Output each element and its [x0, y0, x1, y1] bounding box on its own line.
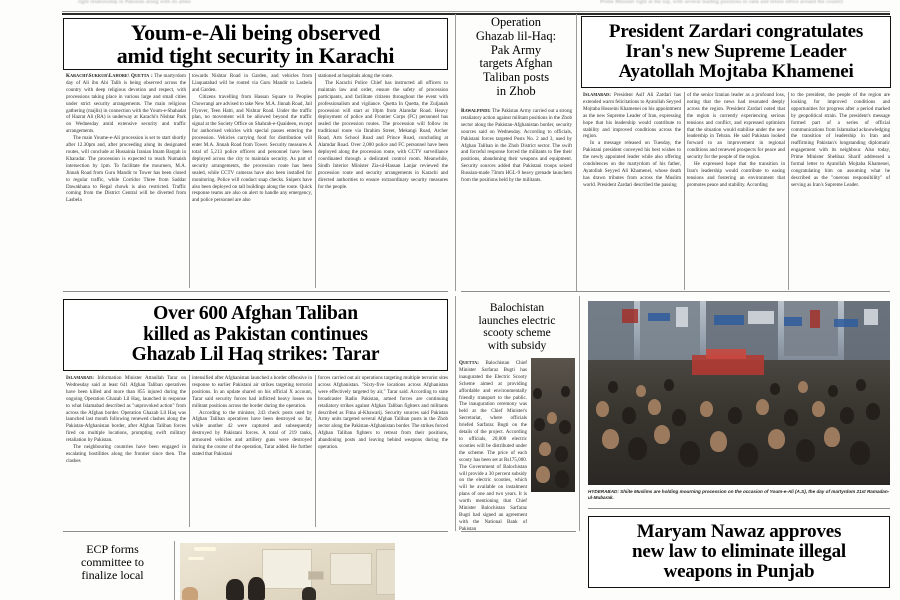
headline-line: Iran's new Supreme Leader [625, 40, 847, 62]
caption-location: HYDERABAD: [588, 489, 619, 494]
section-rule-vertical [455, 296, 456, 531]
headline-line: Operation [491, 15, 541, 29]
body-text: Information Minister Attaullah Tarar on Wednesday said at least 641 Afghan Taliban operatives have been killed and more than 855 injured during the ongoing Operation Ghazab Lil Haq, launched in response to what Islamabad described as "unprovoked action" from across the Afghan border. Operation Ghazab Lil Haq was launched last month following renewed clashes along the Pakistan-Afghanistan border, after Afghan Taliban forces fired on multiple locations, prompting swift military retaliation by Pakistan. [66, 375, 186, 444]
section-divider [461, 291, 890, 292]
top-strip-left-text: right relationship in Pakistan along with its allies [78, 0, 191, 5]
body-text: The martyrdom day of Ali ibn Abi Talib is being observed across the country with deep religious devotion and respect, with processions taking place in various large and small cities under strict security arrangements. The main religious gathering (majlis) in connection with the Youm-e-Shahadat of Hazrat Ali (RA) is underway at Karachi's Nishtar Park on Wednesday amid extensive security and traffic arrangements. [66, 73, 186, 135]
headline-line: Ghazab lil-Haq: [475, 28, 557, 43]
headline-tarar-afghan-taliban[interactable] [63, 299, 448, 371]
body-text: of the senior Iranian leader as a profound loss, noting that the news had resonated deeply across the region. President Zardari noted that the region is currently experiencing serious tensions and conflict, and expressed optimism that the situation would stabilise under the new leadership in Tehran. He said Pakistan looked forward to an improvement in regional conditions and renewed prospects for peace and security for the people of the region. [687, 92, 785, 161]
section-divider [461, 531, 576, 532]
headline-line: Ayatollah Mojtaba Khamenei [618, 61, 854, 83]
column-rule [788, 92, 789, 290]
body-text: forces carried out air operations targeting multiple terrorist sites across Afghanistan. "Sixty-five locations across Afghanistan were effectively targeted by air," Tarar said. According to state broadcaster Radio Pakistan, armed forces are continuing retaliatory strikes against Afghan Taliban fighters and militants described as Fitna al-Khawarij. Security sources said Pakistan Army units targeted several Afghan Taliban posts in the Zhob sector along the Pakistan-Afghanistan border. The strikes forced Afghan Taliban fighters to retreat from their positions, abandoning posts and leaving behind weapons during the operation. [318, 375, 448, 451]
section-divider [63, 531, 448, 532]
dateline: Islamabad: [66, 375, 95, 381]
headline-line: scooty scheme [483, 327, 551, 340]
column-rule [315, 375, 316, 527]
headline-line: in Zhob [496, 83, 536, 98]
headline-operation-ghazab[interactable] [461, 16, 571, 99]
headline-karachi-youm-e-ali[interactable] [63, 18, 448, 70]
headline-balochistan-scooty[interactable] [458, 302, 576, 353]
body-text: Citizens travelling from Hassan Square to Peoples Chowrangi are advised to take New M.A. Jinnah Road, Jail Flyover, Teen Hatti, and Nishtar Road. Under the traffic plan, no movement will be allowed beyond the traffic signal at the Society Office on Shahrah-e-Quaideen, except for authorised vehicles with special passes entering the procession. Vehicles carrying food for distribution will enter M.A. Jinnah Road from Tower. Security measures A total of 5,213 police officers and personnel have been deployed across the city to maintain security. As part of security arrangements, the procession route has been sealed, while CCTV cameras have also been installed for monitoring. Police will conduct snap checks. Snipers have also been deployed on tall buildings along the route. Quick response teams are also on alert to handle any emergency, and police personnel are also [192, 93, 312, 204]
headline-zardari-congratulates[interactable] [581, 16, 891, 88]
body-text: intensified after Afghanistan launched a border offensive in response to earlier Pakistani air strikes targeting terrorist positions. In an update shared on his official X account, Tarar said security forces had inflicted heavy losses on militant positions across the border during the operation. [192, 375, 312, 409]
body-text: Balochistan Chief Minister Sarfaraz Bugti has inaugurated the Electric Scooty Scheme aimed at providing affordable and environmentally friendly transport to the public. The inauguration ceremony was held at the Chief Minister's Secretariat, where officials briefed Sarfaraz Bugti on the details of the project. According to officials, 20,000 electric scooties will be distributed under the scheme. The price of each scooty has been set at Rs175,000. The Government of Balochistan will provide a 30 percent subsidy on the electric scooties, which will be available on instalment plans of one and two years. It is worth mentioning that Chief Minister Balochistan Sarfaraz Bugti had signed an agreement with the National Bank of Pakistan [459, 360, 527, 530]
body-text: He expressed hope that the transition in Iran's leadership would contribute to easing tensions and fostering an environment that promotes peace and stability. According [687, 161, 785, 188]
body-text: to the president, the people of the region are looking for improved conditions and opportunities for progress after a period marked by geopolitical strain. The president's message formed part of a series of official communications from Islamabad acknowledging the transition of leadership in Iran and reaffirming Pakistan's longstanding diplomatic engagement with its neighbour. Also today, Prime Minister Shehbaz Sharif addressed a formal letter to Ayatollah Mojtaba Khamenei, congratulating him on assuming what he described as the "onerous responsibility" of serving as Iran's Supreme Leader. [791, 92, 890, 188]
headline-line: ECP forms [86, 542, 139, 556]
headline-line: committee to [81, 555, 144, 570]
article-balochistan-body [459, 360, 527, 530]
dateline: Karachi\Sukkur\Lahore\ Quetta : [66, 73, 153, 79]
top-divider-thin [62, 11, 890, 12]
article-karachi-column-1 [66, 73, 186, 288]
column-rule [189, 73, 190, 288]
body-text: The Pakistan Army carried out a strong retaliatory action against militant positions in the Zhob sector along the Pakistan-Afghanistan border, security sources said on Wednesday. According to officials, Pakistani forces targeted Posts No. 2 and 3, used by Afghan Taliban in the Zhob District sector. The swift and forceful response forced the militants to flee their positions, abandoning their weapons and equipment. Security sources added that Pakistani troops seized Russian-made 73mm HGL-9 heavy grenade launchers from the positions held by the militants. [461, 108, 572, 184]
column-rule [174, 541, 175, 600]
article-zardari-column-2 [687, 92, 785, 290]
headline-line: new law to eliminate illegal [632, 540, 846, 562]
top-strip-right-text: Prime Minister right at the top, with several leading positions in rank and return office around the country [600, 0, 844, 5]
headline-line: weapons in Punjab [663, 561, 815, 583]
body-text: towards Nishtar Road in Garden, and vehicles from Liaquatabad will be routed via Guru Mandir to Lasbela and Garden. [192, 73, 312, 93]
section-rule-vertical [579, 296, 580, 531]
headline-line: finalize local [81, 568, 144, 583]
photo-caption-procession [588, 489, 890, 501]
article-karachi-column-2 [192, 73, 312, 288]
photo-youm-e-ali-procession [588, 301, 890, 485]
article-tarar-column-3 [318, 375, 448, 527]
body-text: In a message released on Tuesday, the Pakistani president conveyed his best wishes to the newly appointed leader while also offering condolences on the martyrdom of his father, Ayatollah Seyyed Ali Khamenei, whose death has drawn tributes from across the Muslim world. President Zardari described the passing [583, 140, 681, 188]
article-tarar-column-1 [66, 375, 186, 527]
headline-line: Taliban posts [482, 70, 550, 84]
headline-line: killed as Pakistan continues [143, 323, 368, 345]
section-rule-vertical [576, 14, 577, 291]
headline-line: with subsidy [487, 339, 547, 352]
article-operation-ghazab-body [461, 108, 572, 290]
column-rule [189, 375, 190, 527]
caption-text: Shiite Muslims are holding mourning procession on the occasion of Youm-e-Ali (A.S), the day of martyrdom 21st Ramadan- ul-Mubarak. [588, 489, 890, 500]
section-divider [588, 508, 890, 509]
top-divider-thick [62, 13, 890, 15]
article-zardari-column-1 [583, 92, 681, 290]
body-text: The Karachi Police Chief has instructed all officers to maintain law and order, ensure the safety of procession participants, and facilitate citizens throughout the event with professionalism and vigilance. Quetta In Quetta, the Zuljanah procession will start at 10pm from Alamdar Road. Heavy deployment of police and Frontier Corps (FC) personnel has sealed the procession routes. The procession will follow its traditional route via Ibrahim Street, Mekangi Road, Archer Road, Arts School Road and Prince Road, concluding at Alamdar Road. Over 2,000 police and FC personnel have been deployed along the procession route, with CCTV surveillance coordinated through a dedicated control room. Meanwhile, Sindh Interior Minister Zia-ul-Hassan Lanjar reviewed the procession route and security arrangements in Karachi and directed authorities to ensure extraordinary security measures for the people. [318, 79, 448, 190]
headline-line: Youm-e-Ali being observed [130, 19, 381, 45]
section-divider [63, 291, 448, 292]
body-text: The neighbouring countries have been engaged in escalating hostilities along the frontier since then. The clashes [66, 444, 186, 464]
headline-line: launches electric [478, 314, 556, 327]
headline-line: Ghazab Lil Haq strikes: Tarar [131, 344, 380, 366]
body-text: The main Youme-e-Ali procession is set to start shortly after 12.30pm and, after proceeding along its designated routes, will conclude at Hussainia Iranian Imam Bargah in Kharadar. The procession is expected to reach Numaish intersection by 1pm. To facilitate the mourners, M.A. Jinnah Road from Guru Mandir to Tower has been closed to regular traffic, while Corridor Three from Saddar Dawakhana to Regal chowk is also restricted. Traffic coming from the District Central will be diverted from Lasbela [66, 135, 186, 204]
photo-balochistan-ceremony [531, 358, 575, 492]
body-text: According to the minister, 243 check posts used by Afghan Taliban operatives have been destroyed so far, while another 42 were captured and subsequently destroyed by Pakistani forces. A total of 219 tanks, armoured vehicles and artillery guns were destroyed during the course of the operation, Tarar added. He further stated that Pakistani [192, 409, 312, 457]
section-rule-vertical [455, 14, 456, 291]
article-tarar-column-2 [192, 375, 312, 527]
headline-line: amid tight security in Karachi [116, 43, 395, 68]
headline-line: Pak Army [490, 42, 542, 57]
headline-line: Maryam Nawaz approves [636, 520, 842, 542]
dateline: Rawalpindi: [461, 108, 491, 114]
photo-ecp-meeting [180, 543, 395, 600]
column-rule [315, 73, 316, 288]
headline-line: Balochistan [489, 302, 545, 314]
column-rule [684, 92, 685, 290]
body-text: President Asif Ali Zardari has extended warm felicitations to Ayatollah Seyyed Mojtaba Hosseini Khamenei on his appointment as the new Supreme Leader of Iran, expressing hope that his leadership would contribute to stability and improved conditions across the region. [583, 92, 681, 140]
headline-ecp-committee[interactable] [56, 543, 169, 583]
headline-line: President Zardari congratulates [608, 20, 864, 42]
headline-line: Over 600 Afghan Taliban [153, 303, 358, 325]
dateline: Quetta: [459, 360, 480, 366]
body-text: stationed at hospitals along the route. [318, 73, 394, 79]
headline-line: targets Afghan [479, 56, 553, 71]
headline-maryam-nawaz-weapons-law[interactable] [588, 516, 890, 588]
article-zardari-column-3 [791, 92, 890, 290]
article-karachi-column-3 [318, 73, 448, 288]
dateline: Islamabad: [583, 92, 612, 98]
